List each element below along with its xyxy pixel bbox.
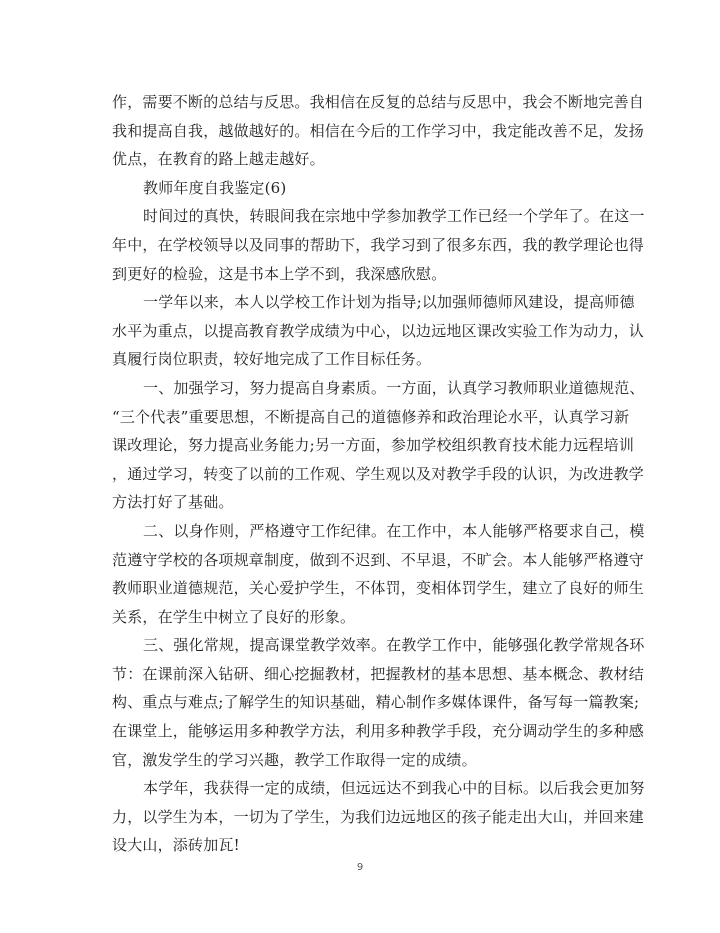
paragraph-line: 教师职业道德规范，关心爱护学生，不体罚，变相体罚学生，建立了良好的师生 xyxy=(112,579,645,598)
paragraph-line: “三个代表”重要思想，不断提高自己的道德修养和政治理论水平，认真学习新 xyxy=(112,407,630,426)
paragraph-line: ，通过学习，转变了以前的工作观、学生观以及对教学手段的认识，为改进教学 xyxy=(112,464,645,483)
paragraph-line: 水平为重点，以提高教育教学成绩为中心，以边远地区课改实验工作为动力，认 xyxy=(112,321,645,340)
page-number: 9 xyxy=(356,862,364,873)
paragraph-line: 一学年以来，本人以学校工作计划为指导;以加强师德师风建设，提高师德 xyxy=(143,293,635,312)
paragraph xyxy=(112,202,645,288)
paragraph-line: 二、以身作则，严格遵守工作纪律。在工作中，本人能够严格要求自己，模 xyxy=(143,521,645,540)
document-body xyxy=(112,88,645,860)
paragraph-line: 课改理论，努力提高业务能力;另一方面，参加学校组织教育技术能力远程培训 xyxy=(112,436,635,455)
paragraph-line: 真履行岗位职责，较好地完成了工作目标任务。 xyxy=(112,350,432,369)
paragraph xyxy=(112,517,645,631)
paragraph xyxy=(112,774,645,860)
paragraph-line: 一、加强学习，努力提高自身素质。一方面，认真学习教师职业道德规范、 xyxy=(143,378,645,397)
paragraph-line: 官，激发学生的学习兴趣，教学工作取得一定的成绩。 xyxy=(112,750,477,769)
paragraph-line: 节：在课前深入钻研、细心挖掘教材，把握教材的基本思想、基本概念、教材结 xyxy=(112,664,645,683)
paragraph-line: 本学年，我获得一定的成绩，但远远达不到我心中的目标。以后我会更加努 xyxy=(143,779,645,798)
section-heading xyxy=(112,174,612,203)
paragraph-line: 到更好的检验，这是书本上学不到，我深感欣慰。 xyxy=(112,264,447,283)
paragraph xyxy=(112,288,645,374)
paragraph-line: 关系，在学生中树立了良好的形象。 xyxy=(112,607,356,626)
paragraph-line: 我和提高自我，越做越好的。相信在今后的工作学习中，我定能改善不足，发扬 xyxy=(112,121,645,140)
paragraph-line: 在课堂上，能够运用多种教学方法，利用多种教学手段，充分调动学生的多种感 xyxy=(112,722,645,741)
paragraph-line: 设大山，添砖加瓦! xyxy=(112,836,240,855)
paragraph xyxy=(112,374,645,517)
paragraph-line: 范遵守学校的各项规章制度，做到不迟到、不早退，不旷会。本人能够严格遵守 xyxy=(112,550,645,569)
paragraph xyxy=(112,88,645,174)
paragraph-line: 时间过的真快，转眼间我在宗地中学参加教学工作已经一个学年了。在这一 xyxy=(143,207,645,226)
paragraph-line: 方法打好了基础。 xyxy=(112,493,234,512)
paragraph-line: 优点，在教育的路上越走越好。 xyxy=(112,150,325,169)
paragraph-line: 构、重点与难点;了解学生的知识基础，精心制作多媒体课件，备写每一篇教案; xyxy=(112,693,640,712)
paragraph-line: 作，需要不断的总结与反思。我相信在反复的总结与反思中，我会不断地完善自 xyxy=(112,93,645,111)
paragraph xyxy=(112,631,645,774)
heading-text: 教师年度自我鉴定(6) xyxy=(143,178,287,197)
paragraph-line: 年中，在学校领导以及同事的帮助下，我学习到了很多东西，我的教学理论也得 xyxy=(112,235,645,254)
paragraph-line: 力，以学生为本，一切为了学生，为我们边远地区的孩子能走出大山，并回来建 xyxy=(112,807,645,826)
paragraph-line: 三、强化常规，提高课堂教学效率。在教学工作中，能够强化教学常规各环 xyxy=(143,636,645,655)
